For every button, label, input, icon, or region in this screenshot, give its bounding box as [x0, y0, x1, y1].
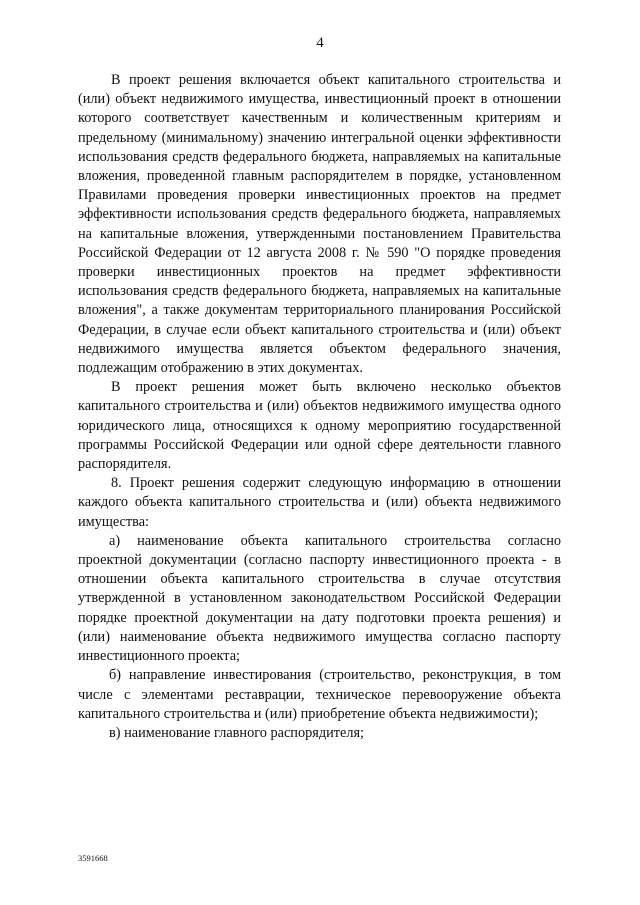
- document-body: [78, 71, 561, 743]
- paragraph-section-8: 8. Проект решения содержит следующую информацию в отношении каждого объекта капитального строительства и (или) объекта недвижимого имущества:: [78, 475, 561, 530]
- page-number: 4: [316, 35, 324, 51]
- document-id: 3591668: [78, 853, 108, 863]
- list-item-b: б) направление инвестирования (строительство, реконструкция, в том числе с элементами реставрации, техническое перевооружение объекта капитального строительства и (или) приобретение объекта недвижимости);: [78, 667, 561, 722]
- paragraph-project-inclusion-criteria: В проект решения включается объект капитального строительства и (или) объект недвижимого имущества, инвестиционный проект в отношении которого соответствует качественным и количественным критериям и предельному (минимальному) значению интегральной оценки эффективности использования средств федерального бюджета, направляемых на капитальные вложения, проведенной главным распорядителем в порядке, установленном Правилами проведения проверки инвестиционных проектов на предмет эффективности использования средств федерального бюджета, направляемых на капитальные вложения, утвержденными постановлением Правительства Российской Федерации от 12 августа 2008 г. № 590 "О порядке проведения проверки инвестиционных проектов на предмет эффективности использования средств федерального бюджета, направляемых на капитальные вложения", а также документам территориального планирования Российской Федерации, в случае если объект капитального строительства и (или) объект недвижимого имущества является объектом федерального значения, подлежащим отображению в этих документах.: [78, 72, 561, 377]
- list-item-a: а) наименование объекта капитального строительства согласно проектной документации (согласно паспорту инвестиционного проекта - в отношении объекта капитального строительства в случае отсутствия утвержденной в установленном законодательством Российской Федерации порядке проектной документации на дату подготовки проекта решения) и (или) наименование объекта недвижимого имущества согласно паспорту инвестиционного проекта;: [78, 532, 561, 665]
- list-item-v: в) наименование главного распорядителя;: [109, 724, 365, 741]
- paragraph-multiple-objects: В проект решения может быть включено несколько объектов капитального строительства и (или) объектов недвижимого имущества одного юридического лица, относящихся к одному мероприятию государственной программы Российской Федерации или одной сфере деятельности главного распорядителя.: [78, 379, 561, 473]
